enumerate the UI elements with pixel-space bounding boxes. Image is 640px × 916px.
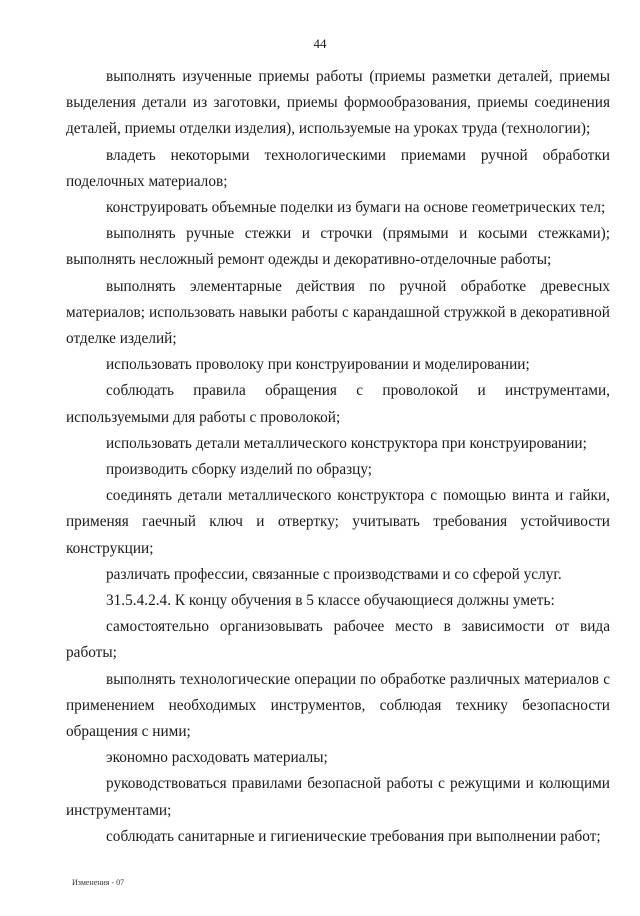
paragraph: конструировать объемные поделки из бумаги на основе геометрических тел;: [106, 199, 606, 217]
paragraph: выполнять технологические операции по обработке различных материалов с применением необходимых инструментов, соблюдая технику безопасности обращения с ними;: [66, 670, 610, 741]
document-body: [66, 64, 610, 850]
section-heading: 31.5.4.2.4. К концу обучения в 5 классе обучающиеся должны уметь:: [106, 592, 555, 610]
paragraph: выполнять элементарные действия по ручной обработке древесных материалов; использовать навыки работы с карандашной стружкой в декоративной отделке изделий;: [66, 277, 610, 348]
paragraph: руководствоваться правилами безопасной работы с режущими и колющими инструментами;: [66, 775, 610, 819]
paragraph: соблюдать правила обращения с проволокой и инструментами, используемыми для работы с проволокой;: [66, 382, 610, 426]
paragraph: владеть некоторыми технологическими приемами ручной обработки поделочных материалов;: [66, 146, 610, 190]
paragraph: различать профессии, связанные с производствами и со сферой услуг.: [106, 565, 562, 583]
paragraph: экономно расходовать материалы;: [106, 749, 328, 767]
paragraph: выполнять изученные приемы работы (приемы разметки деталей, приемы выделения детали из заготовки, приемы формообразования, приемы соединения деталей, приемы отделки изделия), используемые на уроках труда (технологии);: [66, 68, 610, 138]
page-number: 44: [313, 36, 327, 51]
paragraph: выполнять ручные стежки и строчки (прямыми и косыми стежками); выполнять несложный ремонт одежды и декоративно-отделочные работы;: [66, 225, 610, 269]
paragraph: использовать проволоку при конструировании и моделировании;: [106, 356, 530, 374]
paragraph: соблюдать санитарные и гигиенические требования при выполнении работ;: [106, 827, 601, 845]
paragraph: соединять детали металлического конструктора с помощью винта и гайки, применяя гаечный ключ и отвертку; учитывать требования устойчивости конструкции;: [66, 487, 610, 557]
footer-note: Изменения - 07: [72, 878, 125, 887]
paragraph: производить сборку изделий по образцу;: [106, 461, 373, 479]
paragraph: самостоятельно организовывать рабочее место в зависимости от вида работы;: [66, 618, 610, 662]
paragraph: использовать детали металлического конструктора при конструировании;: [106, 434, 587, 452]
